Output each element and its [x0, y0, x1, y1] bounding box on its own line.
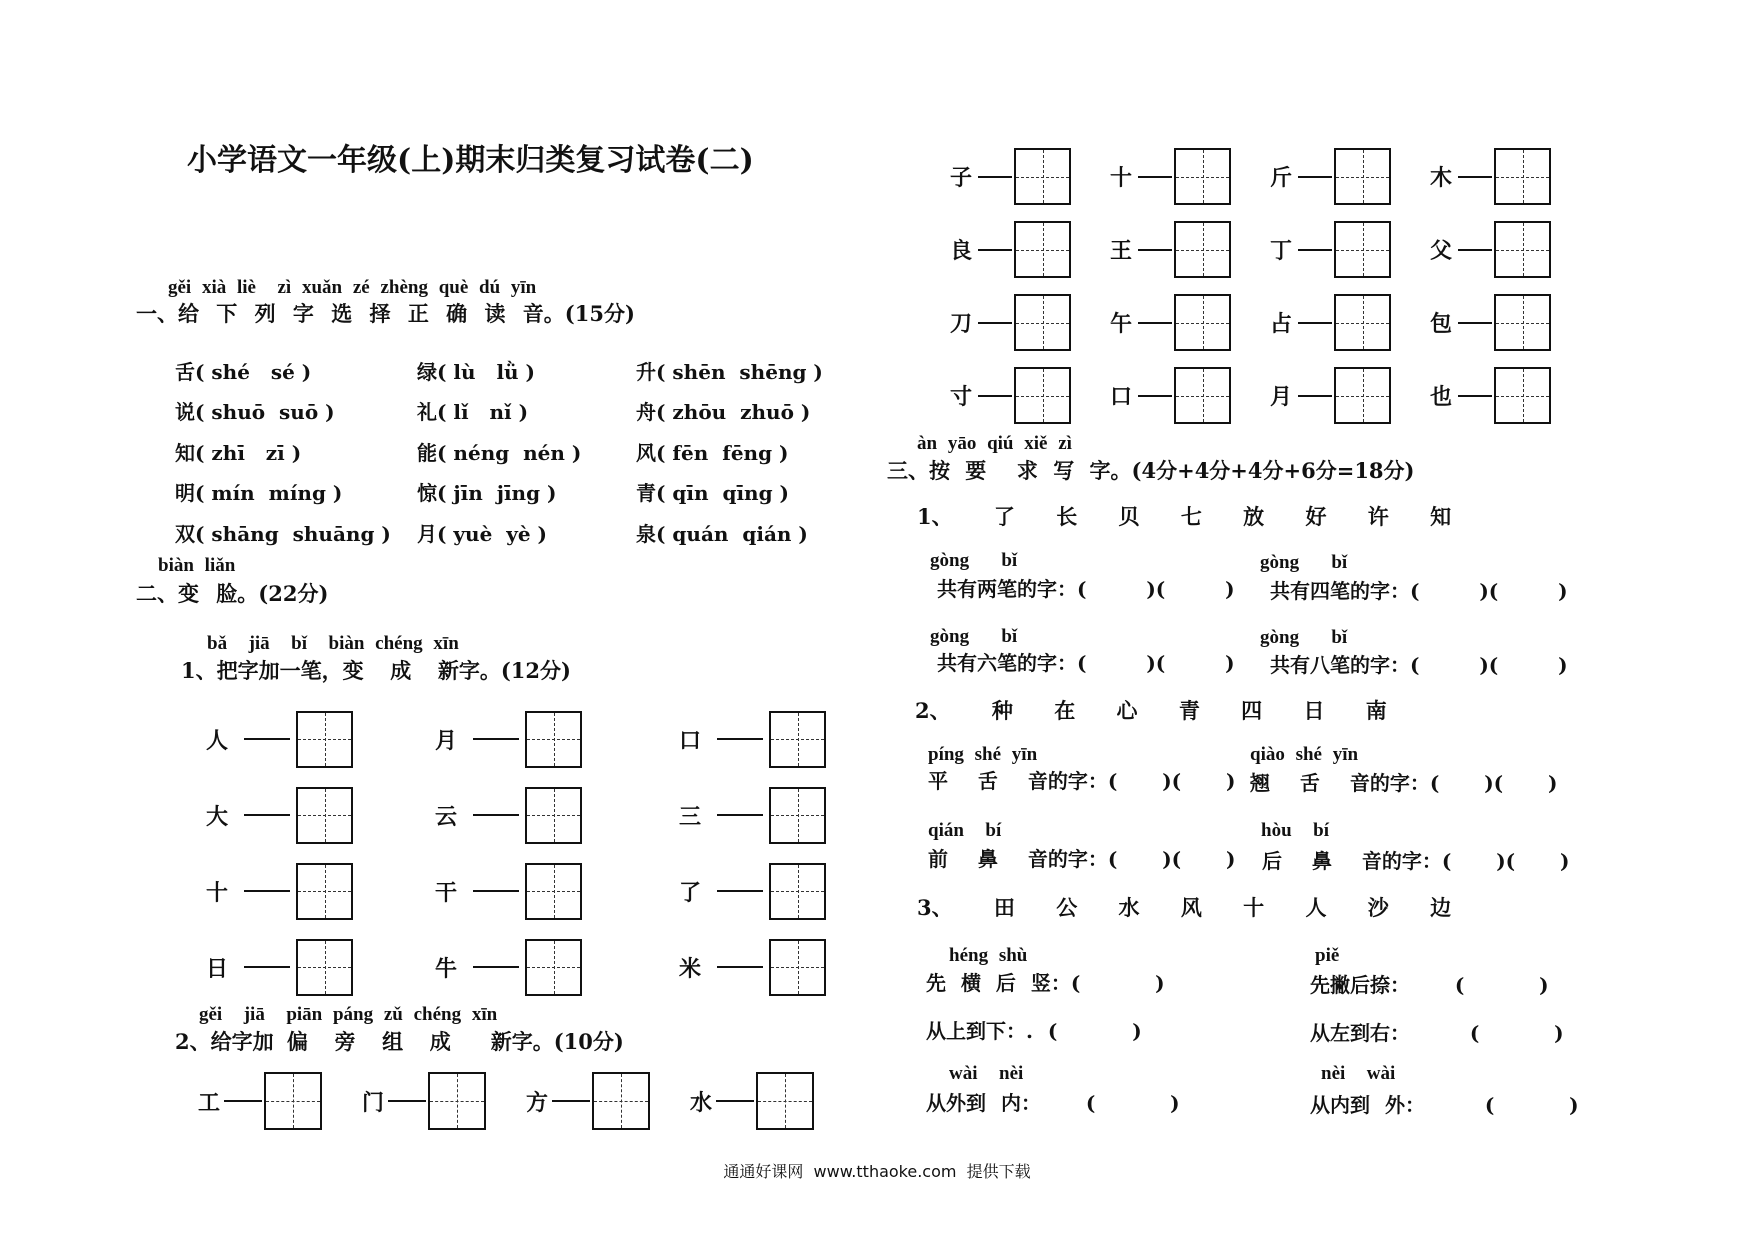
reading-item: 双( shāng shuāng ) — [175, 521, 391, 546]
char-cell — [1428, 294, 1588, 351]
source-char: 丁 — [1269, 238, 1292, 264]
reading-item: 风( fēn fēng ) — [636, 440, 789, 465]
reading-item: 舟( zhōu zhuō ) — [636, 400, 811, 425]
dash-line — [473, 814, 519, 816]
reading-item: 明( mín míng ) — [175, 481, 343, 506]
source-char: 了 — [678, 879, 701, 906]
add-stroke-grid — [204, 701, 827, 1005]
q3-pinyin: nèi wài — [1321, 1063, 1396, 1084]
char-cell — [948, 148, 1108, 205]
char-cell — [196, 1072, 360, 1130]
part1-heading: 1、把字加一笔，变 成 新字。(12分) — [181, 658, 571, 683]
answer-box — [1174, 148, 1231, 205]
q3-pinyin: piě — [1315, 945, 1340, 966]
char-cell — [1428, 221, 1588, 278]
char-cell — [1268, 294, 1428, 351]
dash-line — [552, 1100, 590, 1102]
source-char: 占 — [1269, 311, 1292, 337]
dash-line — [388, 1100, 426, 1102]
q1-char-list: 1、 了 长 贝 七 放 好 许 知 — [917, 504, 1452, 529]
char-cell — [360, 1072, 524, 1130]
answer-box — [428, 1072, 486, 1130]
reading-item: 升( shēn shēng ) — [636, 359, 823, 384]
char-cell — [1108, 367, 1268, 424]
dash-line — [244, 814, 290, 816]
answer-box — [769, 863, 826, 920]
q3-answer-line: 从内到 外： ( ) — [1310, 1093, 1579, 1117]
dash-line — [1298, 249, 1332, 251]
q1-answer-line: 共有六笔的字：( )( ) — [937, 651, 1235, 675]
answer-box — [769, 939, 826, 996]
reading-item: 绿( lù lǜ ) — [417, 359, 536, 384]
source-char: 大 — [205, 803, 228, 830]
section1-pinyin: gěi xià liè zì xuǎn zé zhèng què dú yīn — [168, 277, 537, 298]
answer-box — [296, 939, 353, 996]
dash-line — [473, 890, 519, 892]
char-cell — [433, 787, 677, 844]
q2-char-list: 2、 种 在 心 青 四 日 南 — [915, 698, 1387, 723]
dash-line — [224, 1100, 262, 1102]
answer-box — [1014, 148, 1071, 205]
q3-char-list: 3、 田 公 水 风 十 人 沙 边 — [917, 895, 1452, 920]
answer-box — [769, 711, 826, 768]
source-char: 口 — [1109, 384, 1132, 410]
answer-box — [525, 711, 582, 768]
q2-pinyin: qiào shé yīn — [1250, 744, 1359, 765]
source-char: 子 — [949, 165, 972, 191]
q3-answer-line: 从外到 内： ( ) — [926, 1091, 1180, 1115]
char-cell — [1268, 148, 1428, 205]
dash-line — [978, 249, 1012, 251]
answer-box — [1014, 221, 1071, 278]
add-radical-row — [196, 1071, 852, 1131]
section1-items — [175, 350, 836, 553]
answer-box — [1494, 294, 1551, 351]
answer-box — [1334, 367, 1391, 424]
dash-line — [1138, 176, 1172, 178]
reading-item: 月( yuè yè ) — [417, 521, 548, 546]
char-cell — [433, 939, 677, 996]
char-cell — [204, 939, 433, 996]
answer-box — [1174, 221, 1231, 278]
q2-answer-line: 前 鼻 音的字：( )( ) — [928, 847, 1236, 871]
char-cell — [1428, 367, 1588, 424]
answer-box — [525, 939, 582, 996]
q3-pinyin: wài nèi — [949, 1063, 1024, 1084]
dash-line — [978, 322, 1012, 324]
answer-box — [1494, 148, 1551, 205]
source-char: 三 — [678, 803, 701, 830]
source-char: 牛 — [434, 955, 457, 982]
source-char: 父 — [1429, 238, 1452, 264]
part1-pinyin: bǎ jiā bǐ biàn chéng xīn — [207, 633, 459, 654]
dash-line — [717, 966, 763, 968]
source-char: 水 — [689, 1089, 712, 1116]
reading-item: 泉( quán qián ) — [636, 521, 808, 546]
char-cell — [1108, 221, 1268, 278]
q1-pinyin: gòng bǐ — [1260, 552, 1348, 573]
answer-box — [1334, 294, 1391, 351]
source-char: 方 — [525, 1089, 548, 1116]
q1-answer-line: 共有两笔的字：( )( ) — [937, 577, 1235, 601]
section3-heading: 三、按 要 求 写 字。(4分+4分+4分+6分=18分) — [887, 458, 1415, 483]
dash-line — [473, 738, 519, 740]
answer-box — [1174, 294, 1231, 351]
source-char: 良 — [949, 238, 972, 264]
dash-line — [1458, 249, 1492, 251]
source-char: 口 — [678, 727, 701, 754]
q1-answer-line: 共有四笔的字：( )( ) — [1270, 579, 1568, 603]
reading-item: 说( shuō suō ) — [175, 400, 335, 425]
source-char: 刀 — [949, 311, 972, 337]
dash-line — [1458, 176, 1492, 178]
dash-line — [1138, 249, 1172, 251]
char-cell — [948, 367, 1108, 424]
source-char: 月 — [1269, 384, 1292, 410]
source-char: 午 — [1109, 311, 1132, 337]
char-cell — [204, 711, 433, 768]
source-char: 木 — [1429, 165, 1452, 191]
char-cell — [1268, 221, 1428, 278]
dash-line — [1458, 322, 1492, 324]
q3-answer-line: 先 横 后 竖：( ) — [926, 971, 1165, 995]
reading-item: 青( qīn qīng ) — [636, 481, 790, 506]
answer-box — [525, 863, 582, 920]
dash-line — [244, 890, 290, 892]
reading-item: 惊( jīn jīng ) — [417, 481, 557, 506]
q1-answer-line: 共有八笔的字：( )( ) — [1270, 653, 1568, 677]
char-cell — [1108, 148, 1268, 205]
source-char: 米 — [678, 955, 701, 982]
source-char: 人 — [205, 727, 228, 754]
q3-answer-line: 从左到右： ( ) — [1310, 1021, 1564, 1045]
source-char: 斤 — [1269, 165, 1292, 191]
answer-box — [1174, 367, 1231, 424]
reading-item: 礼( lǐ nǐ ) — [417, 400, 529, 425]
reading-item: 知( zhī zī ) — [175, 440, 302, 465]
source-char: 包 — [1429, 311, 1452, 337]
source-char: 十 — [1109, 165, 1132, 191]
dash-line — [1138, 322, 1172, 324]
dash-line — [717, 738, 763, 740]
answer-box — [769, 787, 826, 844]
char-cell — [1428, 148, 1588, 205]
char-cell — [948, 221, 1108, 278]
dash-line — [244, 966, 290, 968]
source-char: 月 — [434, 727, 457, 754]
dash-line — [717, 814, 763, 816]
section1-heading: 一、给 下 列 字 选 择 正 确 读 音。(15分) — [136, 301, 635, 326]
answer-box — [592, 1072, 650, 1130]
answer-box — [1494, 221, 1551, 278]
source-char: 工 — [197, 1089, 220, 1116]
footer-credit: 通通好课网 www.tthaoke.com 提供下载 — [723, 1162, 1031, 1181]
dash-line — [978, 395, 1012, 397]
char-cell — [204, 863, 433, 920]
q1-pinyin: gòng bǐ — [930, 626, 1018, 647]
char-cell — [204, 787, 433, 844]
q2-answer-line: 平 舌 音的字：( )( ) — [928, 769, 1236, 793]
q3-answer-line: 从上到下：. ( ) — [926, 1019, 1142, 1043]
char-cell — [433, 863, 677, 920]
dash-line — [1298, 176, 1332, 178]
char-cell — [524, 1072, 688, 1130]
answer-box — [525, 787, 582, 844]
q2-answer-line: 后 鼻 音的字：( )( ) — [1262, 849, 1570, 873]
dash-line — [244, 738, 290, 740]
char-cell — [433, 711, 677, 768]
part2-heading: 2、给字加 偏 旁 组 成 新字。(10分) — [175, 1029, 624, 1054]
char-cell — [677, 787, 827, 844]
char-cell — [677, 711, 827, 768]
q3-answer-line: 先撇后捺： ( ) — [1310, 973, 1549, 997]
source-char: 云 — [434, 803, 457, 830]
char-cell — [1268, 367, 1428, 424]
dash-line — [717, 890, 763, 892]
section2-heading: 二、变 脸。(22分) — [136, 581, 329, 606]
dash-line — [473, 966, 519, 968]
page-title: 小学语文一年级(上)期末归类复习试卷(二) — [187, 143, 754, 178]
section3-pinyin: àn yāo qiú xiě zì — [917, 433, 1072, 454]
q2-answer-line: 翘 舌 音的字：( )( ) — [1250, 771, 1558, 795]
source-char: 也 — [1429, 384, 1452, 410]
answer-box — [1014, 294, 1071, 351]
dash-line — [978, 176, 1012, 178]
section2-pinyin: biàn liǎn — [158, 555, 236, 576]
answer-box — [756, 1072, 814, 1130]
q1-pinyin: gòng bǐ — [930, 550, 1018, 571]
char-cell — [948, 294, 1108, 351]
source-char: 日 — [205, 955, 228, 982]
source-char: 干 — [434, 879, 457, 906]
q2-pinyin: píng shé yīn — [928, 744, 1038, 765]
reading-item: 舌( shé sé ) — [175, 359, 312, 384]
answer-box — [296, 787, 353, 844]
char-cell — [688, 1072, 852, 1130]
answer-box — [296, 711, 353, 768]
answer-box — [1014, 367, 1071, 424]
dash-line — [1458, 395, 1492, 397]
answer-box — [296, 863, 353, 920]
dash-line — [1298, 395, 1332, 397]
source-char: 十 — [205, 879, 228, 906]
char-cell — [677, 863, 827, 920]
dash-line — [1298, 322, 1332, 324]
source-char: 寸 — [949, 384, 972, 410]
right-char-grid — [948, 140, 1588, 432]
q1-pinyin: gòng bǐ — [1260, 627, 1348, 648]
answer-box — [1334, 221, 1391, 278]
char-cell — [1108, 294, 1268, 351]
source-char: 门 — [361, 1089, 384, 1116]
answer-box — [1334, 148, 1391, 205]
part2-pinyin: gěi jiā piān páng zǔ chéng xīn — [199, 1004, 498, 1025]
answer-box — [1494, 367, 1551, 424]
q2-pinyin: qián bí — [928, 820, 1002, 841]
reading-item: 能( néng nén ) — [417, 440, 582, 465]
dash-line — [716, 1100, 754, 1102]
source-char: 王 — [1109, 238, 1132, 264]
answer-box — [264, 1072, 322, 1130]
dash-line — [1138, 395, 1172, 397]
char-cell — [677, 939, 827, 996]
q3-pinyin: héng shù — [949, 945, 1028, 966]
q2-pinyin: hòu bí — [1261, 820, 1329, 841]
